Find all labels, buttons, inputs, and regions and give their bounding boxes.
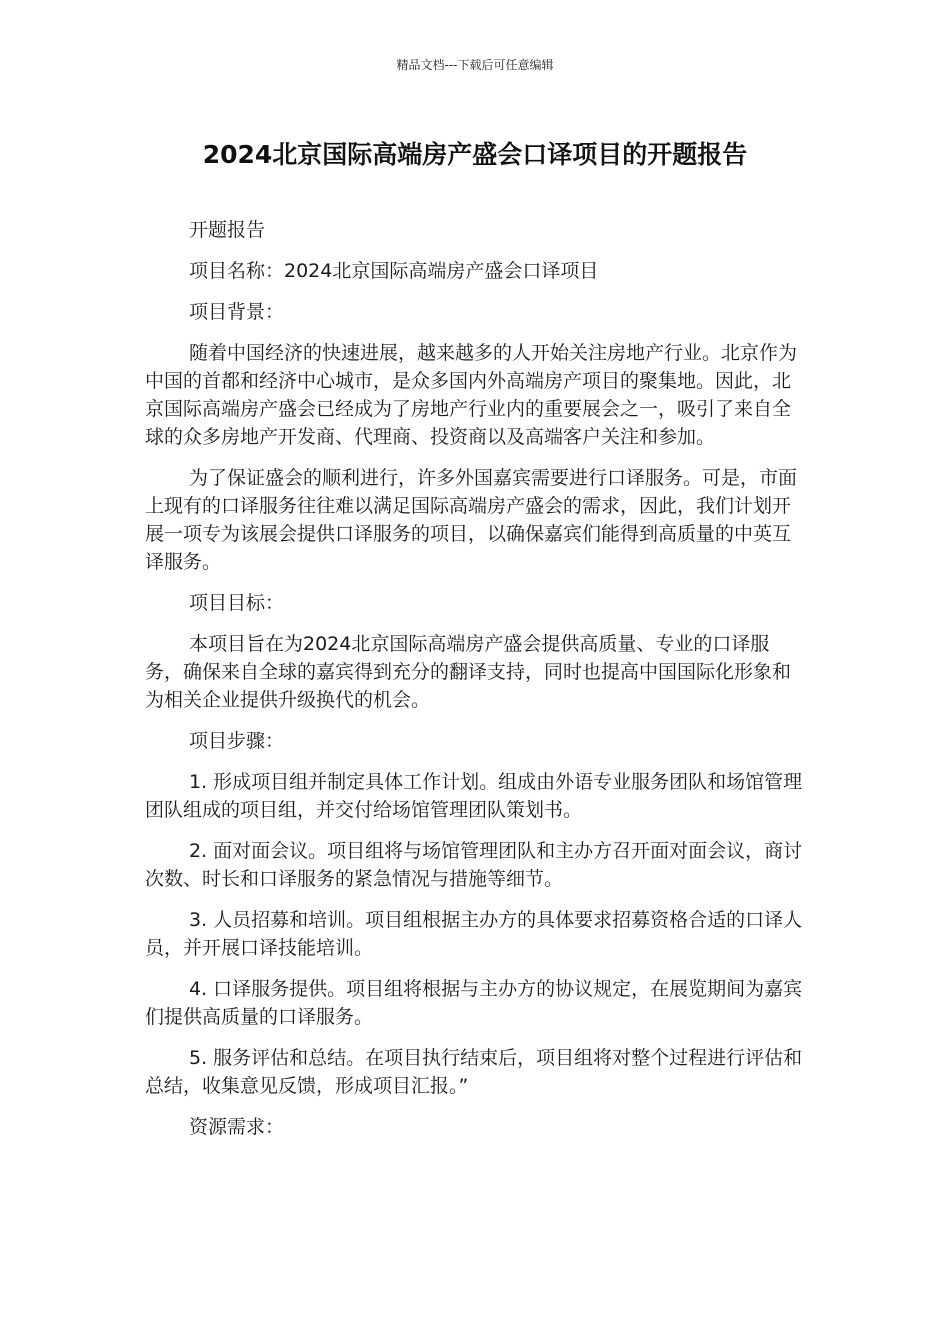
header-note: 精品文档---下载后可任意编辑 [396,58,554,72]
document-title: 2024北京国际高端房产盛会口译项目的开题报告 [202,140,748,169]
paragraph-project-name: 项目名称：2024北京国际高端房产盛会口译项目 [189,260,599,282]
paragraph-report-label: 开题报告 [189,219,266,241]
paragraph-step-3: 3. 人员招募和培训。项目组根据主办方的具体要求招募资格合适的口译人员，并开展口译技能培训。 [145,909,803,959]
paragraph-step-5: 5. 服务评估和总结。在项目执行结束后，项目组将对整个过程进行评估和总结，收集意见反馈，形成项目汇报。” [145,1047,803,1097]
paragraph-step-4: 4. 口译服务提供。项目组将根据与主办方的协议规定，在展览期间为嘉宾们提供高质量的口译服务。 [145,978,803,1028]
document-body [145,216,805,1154]
paragraph-background-1: 随着中国经济的快速进展，越来越多的人开始关注房地产行业。北京作为中国的首都和经济中心城市，是众多国内外高端房产项目的聚集地。因此，北京国际高端房产盛会已经成为了房地产行业内的重要展会之一，吸引了来自全球的众多房地产开发商、代理商、投资商以及高端客户关注和参加。 [145,342,798,448]
paragraph-goal: 本项目旨在为2024北京国际高端房产盛会提供高质量、专业的口译服务，确保来自全球的嘉宾得到充分的翻译支持，同时也提高中国国际化形象和为相关企业提供升级换代的机会。 [145,633,792,711]
paragraph-step-1: 1. 形成项目组并制定具体工作计划。组成由外语专业服务团队和场馆管理团队组成的项目组，并交付给场馆管理团队策划书。 [145,771,803,821]
paragraph-step-2: 2. 面对面会议。项目组将与场馆管理团队和主办方召开面对面会议，商讨次数、时长和口译服务的紧急情况与措施等细节。 [145,840,803,890]
paragraph-background-2: 为了保证盛会的顺利进行，许多外国嘉宾需要进行口译服务。可是，市面上现有的口译服务往往难以满足国际高端房产盛会的需求，因此，我们计划开展一项专为该展会提供口译服务的项目，以确保嘉宾们能得到高质量的中英互译服务。 [145,467,798,573]
paragraph-background-heading: 项目背景： [189,301,285,323]
paragraph-goal-heading: 项目目标： [189,592,285,614]
paragraph-resources-heading: 资源需求： [189,1116,285,1138]
paragraph-steps-heading: 项目步骤： [189,730,285,752]
